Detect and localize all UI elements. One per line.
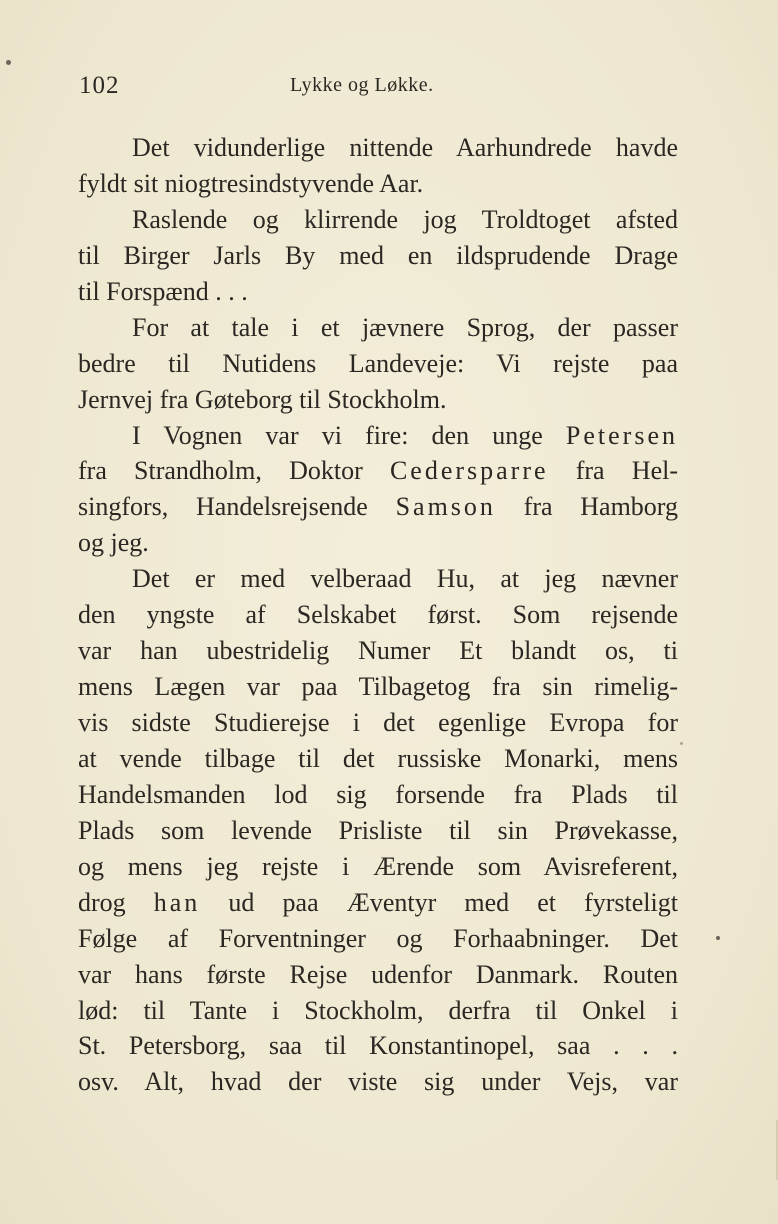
spaced-name: Cedersparre	[389, 456, 549, 486]
text-line: lød: til Tante i Stockholm, derfra til Onkel i	[78, 995, 678, 1025]
print-speck	[716, 936, 720, 940]
text-line	[78, 453, 678, 489]
text-line: og jeg.	[78, 528, 149, 558]
text-line	[78, 418, 678, 454]
text-line	[78, 489, 678, 525]
running-title: Lykke og Løkke.	[290, 74, 434, 96]
text-segment: fra Hel-	[548, 456, 678, 486]
text-line: Det vidunderlige nittende Aarhundrede havde	[132, 133, 678, 162]
text-line: Jernvej fra Gøteborg til Stockholm.	[78, 384, 447, 414]
text-line: vis sidste Studierejse i det egenlige Evropa for	[78, 708, 678, 737]
text-line: var hans første Rejse udenfor Danmark. Routen	[78, 959, 678, 989]
text-line: For at tale i et jævnere Sprog, der passer	[132, 312, 678, 342]
text-line: Det er med velberaad Hu, at jeg nævner	[132, 564, 678, 594]
text-line: var han ubestridelig Numer Et blandt os, ti	[78, 636, 678, 666]
text-segment: fra Strandholm, Doktor	[78, 456, 390, 486]
text-line: Plads som levende Prisliste til sin Prøvekasse,	[78, 815, 678, 845]
text-line: mens Lægen var paa Tilbagetog fra sin rimelig-	[78, 672, 678, 702]
text-segment: I Vognen var vi fire: den unge	[132, 420, 566, 450]
text-line: og mens jeg rejste i Ærende som Avisreferent,	[78, 851, 678, 881]
text-line: Raslende og klirrende jog Troldtoget afsted	[132, 204, 678, 234]
text-line: den yngste af Selskabet først. Som rejsende	[78, 600, 678, 630]
text-line: til Birger Jarls By med en ildsprudende Drage	[78, 240, 678, 270]
text-segment: fra Hamborg	[495, 492, 678, 522]
text-line: til Forspænd . . .	[78, 276, 248, 306]
text-line: Følge af Forventninger og Forhaabninger. Det	[78, 923, 678, 953]
text-line: bedre til Nutidens Landeveje: Vi rejste paa	[78, 348, 678, 378]
text-line: osv. Alt, hvad der viste sig under Vejs, var	[78, 1067, 678, 1097]
page-number: 102	[79, 72, 120, 99]
spaced-name: Samson	[395, 492, 496, 522]
spaced-name: han	[153, 887, 201, 917]
text-line: at vende tilbage til det russiske Monarki, mens	[78, 743, 678, 773]
text-segment: ud paa Æventyr med et fyrsteligt	[200, 887, 678, 917]
text-segment: drog	[78, 887, 154, 917]
text-line: fyldt sit niogtresindstyvende Aar.	[78, 168, 424, 198]
spaced-name: Petersen	[565, 420, 678, 450]
print-speck	[6, 60, 11, 65]
text-line: St. Petersborg, saa til Konstantinopel, saa . . .	[78, 1031, 678, 1061]
text-line: Handelsmanden lod sig forsende fra Plads til	[78, 779, 678, 809]
text-line	[78, 885, 678, 921]
print-speck	[680, 742, 683, 745]
text-segment: singfors, Handelsrejsende	[78, 492, 396, 522]
body-text	[78, 130, 678, 1100]
